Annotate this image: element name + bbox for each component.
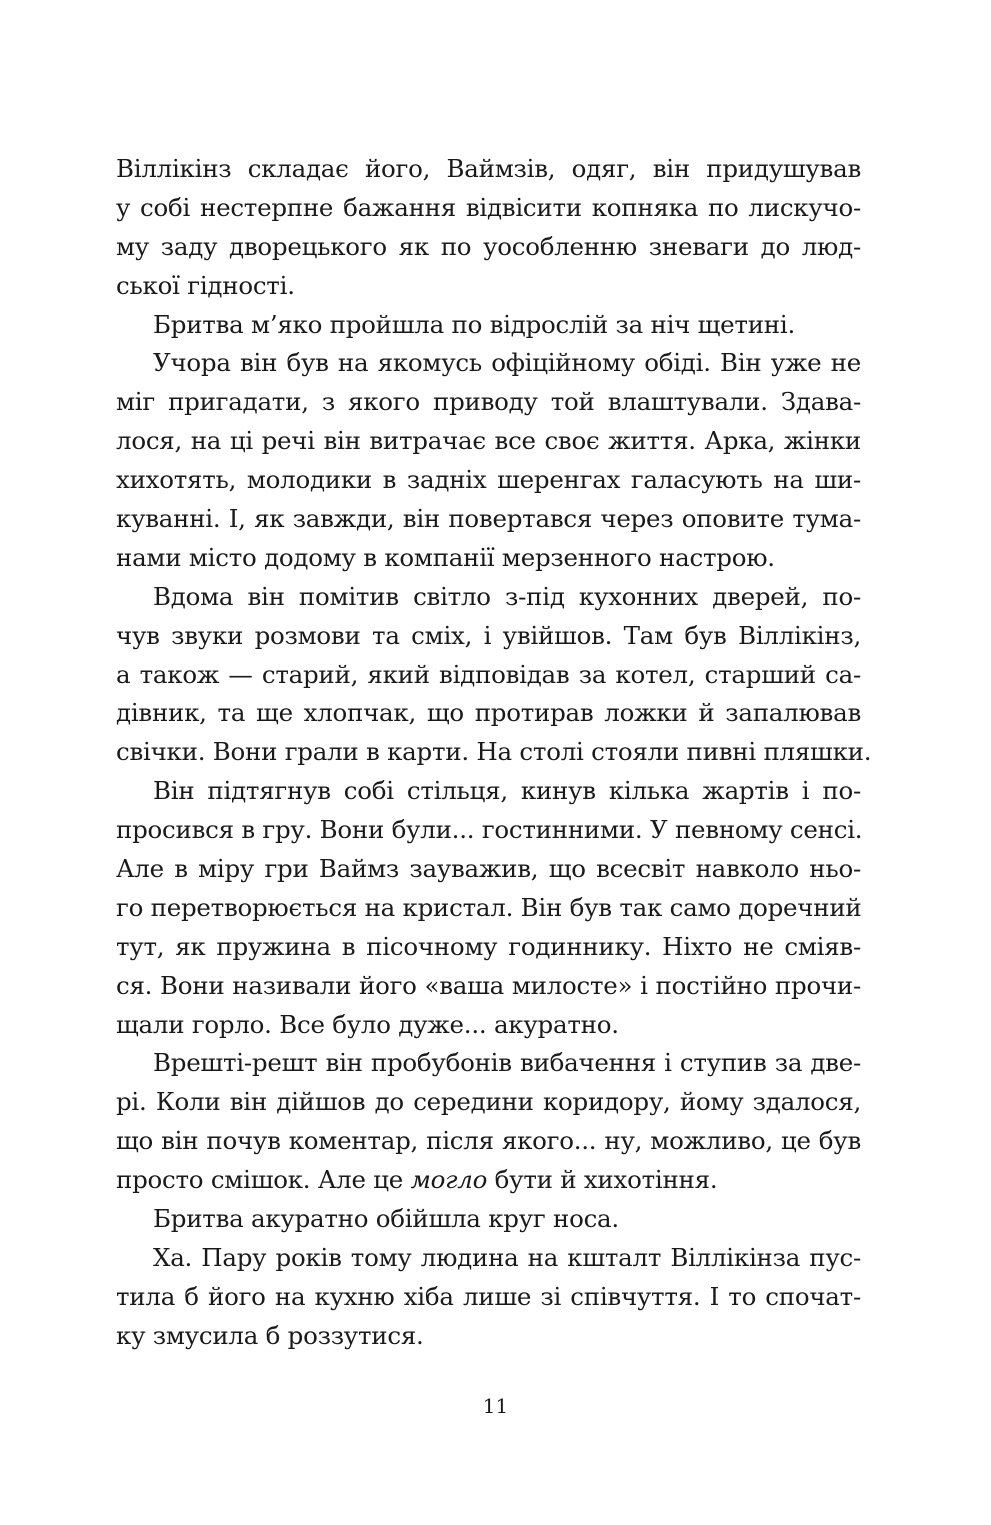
- text-line: го перетворюється на кристал. Він був так само доречний: [116, 892, 862, 922]
- text-line: міг пригадати, з якого приводу той влаштували. Здава-: [116, 387, 861, 417]
- text-line: Бритва акуратно обійшла круг носа.: [153, 1204, 619, 1234]
- text-line: дівник, та ще хлопчак, що протирав ложки й запалював: [116, 698, 861, 728]
- text-line: у собі нестерпне бажання відвісити копняка по лискучо-: [116, 192, 861, 222]
- text-line: Ха. Пару років тому людина на кшталт Віллікінза пус-: [153, 1242, 861, 1272]
- text-line: Віллікінз складає його, Ваймзів, одяг, він придушував: [116, 154, 861, 183]
- text-line: просився в гру. Вони були... гостинними. У певному сенсі.: [116, 815, 863, 845]
- text-line: Бритва м’яко пройшла по відрослій за ніч щетині.: [153, 309, 796, 339]
- text-line: рі. Коли він дійшов до середини коридору, йому здалося,: [116, 1087, 861, 1117]
- text-line: що він почув коментар, після якого... ну, можливо, це був: [116, 1126, 861, 1156]
- text-line: тут, як пружина в пісочному годиннику. Ніхто не сміяв-: [116, 931, 861, 961]
- text-line: Вдома він помітив світло з-під кухонних дверей, по-: [153, 581, 861, 611]
- text-line: ся. Вони називали його «ваша милосте» і постійно прочи-: [116, 970, 861, 1000]
- text-line: Врешті-решт він пробубонів вибачення і ступив за две-: [153, 1048, 861, 1078]
- text-line: нами місто додому в компанії мерзенного настрою.: [116, 542, 775, 572]
- text-line: щали горло. Все було дуже... акуратно.: [116, 1009, 619, 1039]
- text-line: Учора він був на якомусь офіційному обіді. Він уже не: [153, 348, 861, 378]
- text-line: лося, на ці речі він витрачає все своє життя. Арка, жінки: [116, 426, 861, 456]
- emphasis-text: могло: [410, 1165, 488, 1195]
- text-line: ку змусила б роззутися.: [116, 1320, 424, 1350]
- text-line: Але в міру гри Ваймз зауважив, що всесвіт навколо ньо-: [116, 854, 861, 884]
- text-line: просто смішок. Але це могло бути й хихотіння.: [116, 1165, 718, 1195]
- text-line: свічки. Вони грали в карти. На столі стояли пивні пляшки.: [116, 737, 872, 767]
- text-line: Він підтягнув собі стільця, кинув кілька жартів і по-: [153, 776, 861, 806]
- text-line: куванні. І, як завжди, він повертався через оповите тума-: [116, 504, 861, 534]
- text-line: ської гідності.: [116, 270, 295, 300]
- text-line: чув звуки розмови та сміх, і увійшов. Там був Віллікінз,: [116, 620, 861, 650]
- body-text: [116, 150, 872, 1356]
- text-line: а також — старий, який відповідав за котел, старший са-: [116, 659, 861, 689]
- text-line: тила б його на кухню хіба лише зі співчуття. І то спочат-: [116, 1281, 861, 1311]
- text-line: му заду дворецького як по уособленню зневаги до люд-: [116, 231, 861, 261]
- page-number: 11: [482, 1394, 509, 1418]
- text-line: хихотять, молодики в задніх шеренгах галасують на ши-: [116, 465, 861, 495]
